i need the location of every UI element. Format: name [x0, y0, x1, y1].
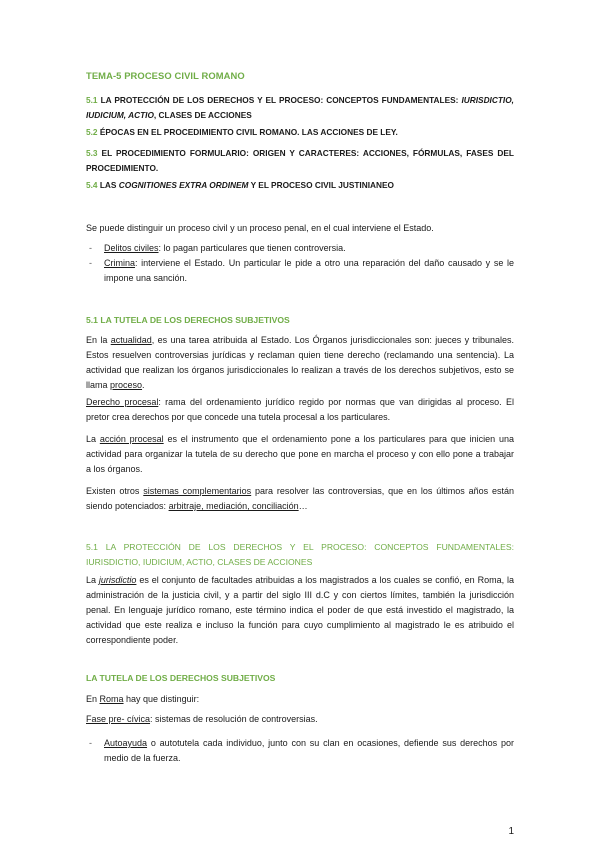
toc-number: 5.3 [86, 148, 98, 158]
list-item-text: : lo pagan particulares que tienen controversia. [158, 243, 346, 253]
list-item [89, 256, 514, 286]
paragraph [86, 712, 514, 727]
toc-text: LA PROTECCIÓN DE LOS DERECHOS Y EL PROCESO: CONCEPTOS FUNDAMENTALES: [100, 95, 462, 105]
underlined-term: actualidad [110, 335, 152, 345]
toc-text: , CLASES DE ACCIONES [153, 110, 252, 120]
underlined-term: arbitraje, mediación, conciliación [168, 501, 299, 511]
text: , es una tarea atribuida al Estado. Los Órganos jurisdiccionales son: jueces y tribunales. Estos resuelven controversias jurídicas y reclaman quien tiene derecho (reclamando una sentencia). La actividad que realizan los órganos jurisdiccionales lo realizan a través de los derechos subjetivos, esto se llama [86, 335, 514, 390]
text: es el conjunto de facultades atribuidas a los magistrados a los cuales se confió, en Roma, la administración de la justicia civil, y a partir del siglo III d.C y con ciertos límites, también la jurisdicción penal. En lenguaje jurídico romano, este término indica el poder de que está investido el magistrado, la actividad que este realiza e incluso la función para cuyo cumplimiento al magistrado le es atribuido el correspondiente poder. [86, 575, 514, 645]
list-item-text: : interviene el Estado. Un particular le pide a otro una reparación del daño causado y se le impone una sanción. [104, 258, 514, 283]
section-heading: 5.1 LA PROTECCIÓN DE LOS DERECHOS Y EL PROCESO: CONCEPTOS FUNDAMENTALES: IURISDICTIO, IUDICIUM, ACTIO, CLASES DE ACCIONES [86, 542, 514, 567]
paragraph [86, 692, 514, 707]
toc-text: EL PROCEDIMIENTO FORMULARIO: ORIGEN Y CARACTERES: ACCIONES, FÓRMULAS, FASES DEL PROCEDIMIENTO. [86, 148, 514, 173]
toc-item-5-4 [86, 178, 514, 193]
page-number: 1 [508, 826, 514, 837]
toc-text-italic: IURISDICTIO, IUDICIUM, ACTIO [86, 95, 514, 120]
text: La [86, 575, 99, 585]
bullet-dash: - [89, 243, 92, 253]
underlined-term: proceso [110, 380, 143, 390]
document-title: TEMA-5 PROCESO CIVIL ROMANO [86, 70, 245, 81]
toc-item-5-2 [86, 125, 514, 140]
paragraph [86, 333, 514, 393]
toc-text: Y EL PROCESO CIVIL JUSTINIANEO [248, 180, 394, 190]
text: … [298, 501, 308, 511]
underlined-term: acción procesal [99, 434, 164, 444]
paragraph [86, 395, 514, 425]
text: En la [86, 335, 111, 345]
list-item-term: Crimina [104, 258, 136, 268]
text: hay que distinguir: [123, 694, 200, 704]
intro-paragraph: Se puede distinguir un proceso civil y un proceso penal, en el cual interviene el Estado. [86, 223, 434, 233]
list-item-term: Delitos civiles [104, 243, 159, 253]
text: para resolver las controversias, que en los últimos años están siendo potenciados: [86, 486, 514, 511]
underlined-term: Roma [99, 694, 124, 704]
underlined-term: sistemas complementarios [143, 486, 252, 496]
paragraph [86, 484, 514, 514]
section-heading: 5.1 LA TUTELA DE LOS DERECHOS SUBJETIVOS [86, 315, 290, 325]
text: En [86, 694, 100, 704]
list-item [89, 241, 514, 256]
list-item-term: Autoayuda [104, 738, 148, 748]
paragraph [86, 432, 514, 477]
text: : rama del ordenamiento jurídico regido por normas que van dirigidas al proceso. El pretor crea derechos por que concede una tutela procesal a los particulares. [86, 397, 514, 422]
text: Existen otros [86, 486, 144, 496]
paragraph [86, 573, 514, 648]
toc-text: ÉPOCAS EN EL PROCEDIMIENTO CIVIL ROMANO. LAS ACCIONES DE LEY. [99, 127, 398, 137]
toc-text: LAS [99, 180, 119, 190]
toc-text-italic: COGNITIONES EXTRA ORDINEM [118, 180, 249, 190]
toc-number: 5.4 [86, 180, 98, 190]
text: : sistemas de resolución de controversias. [150, 714, 318, 724]
underlined-term: Fase pre- cívica [86, 714, 151, 724]
underlined-term: Derecho procesal [86, 397, 159, 407]
toc-number: 5.1 [86, 95, 98, 105]
section-heading: LA TUTELA DE LOS DERECHOS SUBJETIVOS [86, 673, 276, 683]
bullet-dash: - [89, 258, 92, 268]
text: La [86, 434, 100, 444]
toc-item-5-3 [86, 146, 514, 176]
text: . [142, 380, 145, 390]
underlined-term: jurisdictio [98, 575, 137, 585]
toc-item-5-1 [86, 93, 514, 123]
list-item-text: o autotutela cada individuo, junto con su clan en ocasiones, defiende sus derechos por medio de la fuerza. [104, 738, 514, 763]
bullet-dash: - [89, 738, 92, 748]
toc-number: 5.2 [86, 127, 98, 137]
list-item [89, 736, 514, 766]
text: es el instrumento que el ordenamiento pone a los particulares para que inicien una actividad para organizar la tutela de su derecho que pone en marcha el proceso y con ello pone a trabajar a los órganos. [86, 434, 514, 474]
